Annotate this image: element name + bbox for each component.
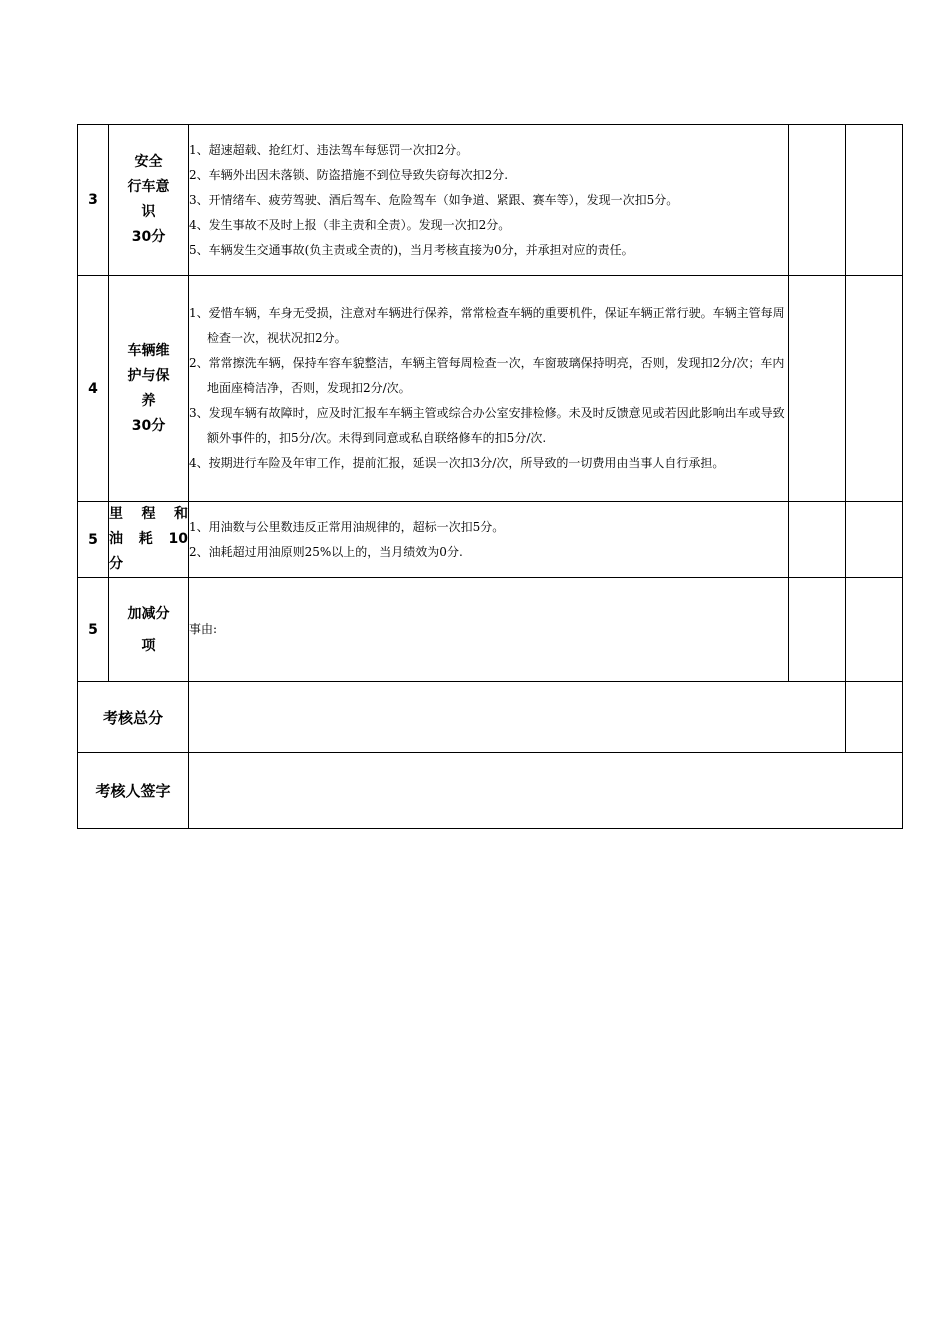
table-row [78, 682, 903, 753]
table-row [78, 502, 903, 578]
table-row [78, 125, 903, 276]
total-score-value[interactable] [846, 682, 903, 753]
signature-label: 考核人签字 [78, 753, 189, 829]
score-cell[interactable] [846, 125, 903, 276]
score-cell[interactable] [789, 578, 846, 682]
criteria-line: 2、油耗超过用油原则25%以上的，当月绩效为0分. [189, 544, 463, 559]
criteria-line: 4、发生事故不及时上报（非主责和全责）。发现一次扣2分。 [189, 217, 511, 232]
criteria-cell [189, 125, 789, 276]
table-row [78, 578, 903, 682]
criteria-line: 3、发现车辆有故障时，应及时汇报车车辆主管或综合办公室安排检修。未及时反馈意见或若因此影响出车或导致额外事件的，扣5分/次。未得到同意或私自联络修车的扣5分/次. [189, 406, 785, 445]
score-cell[interactable] [789, 502, 846, 578]
row-number: 4 [78, 276, 109, 502]
assessment-item: 里程和 油耗10 分 [109, 502, 189, 578]
assessment-item: 加减分 项 [109, 578, 189, 682]
table-row [78, 753, 903, 829]
assessment-item: 安全 行车意 识 30分 [109, 125, 189, 276]
score-cell[interactable] [789, 125, 846, 276]
score-cell[interactable] [789, 276, 846, 502]
score-cell[interactable] [846, 502, 903, 578]
criteria-line: 1、爱惜车辆，车身无受损，注意对车辆进行保养，常常检查车辆的重要机件，保证车辆正常行驶。车辆主管每周检查一次，视状况扣2分。 [189, 306, 785, 345]
criteria-cell [189, 502, 789, 578]
score-cell[interactable] [846, 578, 903, 682]
reason-cell[interactable] [189, 578, 789, 682]
criteria-line: 3、开情绪车、疲劳驾驶、酒后驾车、危险驾车（如争道、紧跟、赛车等），发现一次扣5分。 [189, 192, 679, 207]
criteria-line: 2、常常擦洗车辆，保持车容车貌整洁，车辆主管每周检查一次，车窗玻璃保持明亮，否则，发现扣2分/次；车内地面座椅洁净，否则，发现扣2分/次。 [189, 356, 785, 395]
row-number: 3 [78, 125, 109, 276]
signature-field[interactable] [189, 753, 903, 829]
criteria-line: 4、按期进行车险及年审工作，提前汇报，延误一次扣3分/次，所导致的一切费用由当事人自行承担。 [189, 456, 725, 470]
assessment-item: 车辆维 护与保 养 30分 [109, 276, 189, 502]
criteria-line: 1、用油数与公里数违反正常用油规律的，超标一次扣5分。 [189, 519, 505, 534]
score-cell[interactable] [846, 276, 903, 502]
criteria-cell [189, 276, 789, 502]
assessment-table [77, 124, 903, 829]
reason-label: 事由: [189, 622, 218, 636]
total-score-label: 考核总分 [78, 682, 189, 753]
row-number: 5 [78, 578, 109, 682]
table-row [78, 276, 903, 502]
criteria-line: 1、超速超载、抢红灯、违法驾车每惩罚一次扣2分。 [189, 142, 469, 157]
total-score-field[interactable] [189, 682, 846, 753]
criteria-line: 2、车辆外出因未落锁、防盗措施不到位导致失窃每次扣2分. [189, 167, 509, 182]
criteria-line: 5、车辆发生交通事故(负主责或全责的)，当月考核直接为0分，并承担对应的责任。 [189, 242, 634, 257]
row-number: 5 [78, 502, 109, 578]
